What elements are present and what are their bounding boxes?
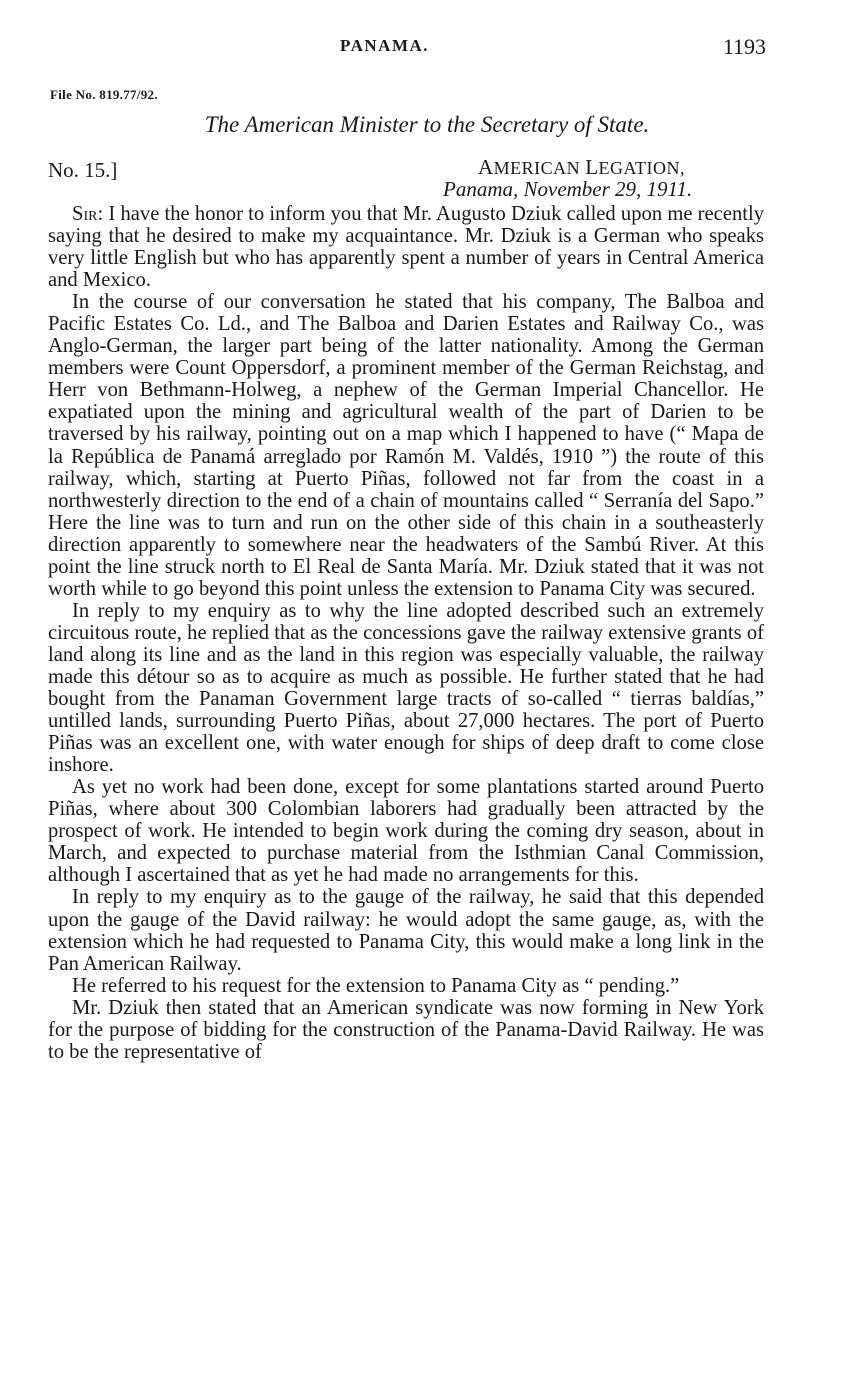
legation-initial-l: L: [585, 155, 599, 179]
page-number: 1193: [722, 34, 766, 59]
place-date: Panama, November 29, 1911.: [443, 177, 693, 201]
paragraph-4: As yet no work had been done, except for some plantations started around Puerto Piñas, where about 300 Colombian laborers had gradually been attracted by the prospect of work. He intended to begin work during the coming dry season, about in March, and expected to purchase material from the Isthmian Canal Commission, although I ascertained that as yet he had made no arrangements for this.: [48, 776, 764, 887]
paragraph-1-text: : I have the honor to inform you that Mr. Augusto Dziuk called upon me recently saying that he desired to make my acquaintance. Mr. Dziuk is a German who speaks very little English but who has apparently spent a number of years in Central America and Mexico.: [48, 203, 764, 292]
paragraph-7: Mr. Dziuk then stated that an American syndicate was now forming in New York for the purpose of bidding for the construction of the Panama-David Railway. He was to be the representative of: [48, 996, 764, 1063]
paragraph-1: [48, 203, 764, 291]
paragraph-5: In reply to my enquiry as to the gauge of the railway, he said that this depended upon the gauge of the David railway: he would adopt the same gauge, as, with the extension which he had requested to Panama City, this would make a long link in the Pan American Railway.: [48, 886, 764, 975]
letter-body: [48, 203, 764, 1063]
salutation: Sir: [72, 203, 98, 225]
paragraph-6: He referred to his request for the extension to Panama City as “ pending.”: [72, 974, 680, 997]
running-title: PANAMA.: [340, 36, 430, 55]
document-heading: The American Minister to the Secretary of State.: [204, 112, 650, 137]
paragraph-3: In reply to my enquiry as to why the line adopted described such an extremely circuitous route, he replied that as the concessions gave the railway extensive grants of land along its line and as the land in this region was especially valuable, the railway made this détour so as to acquire as much as possible. He further stated that he had bought from the Panaman Government large tracts of so-called “ tierras baldías,” untilled lands, surrounding Puerto Piñas, about 27,000 hectares. The port of Puerto Piñas was an excellent one, with water enough for ships of deep draft to come close inshore.: [48, 599, 764, 777]
paragraph-2: In the course of our conversation he stated that his company, The Balboa and Pacific Estates Co. Ld., and The Balboa and Darien Estates and Railway Co., was Anglo-German, the larger part being of the latter nationality. Among the German members were Count Oppersdorf, a prominent member of the German Reichstag, and Herr von Bethmann-Holweg, a nephew of the German Imperial Chancellor. He expatiated upon the mining and agricultural wealth of the part of Darien to be traversed by his railway, pointing out on a map which I happened to have (“ Mapa de la República de Panamá arreglado por Ramón M. Valdés, 1910 ”) the route of this railway, which, starting at Puerto Piñas, followed not far from the coast in a northwesterly direction to the end of a chain of mountains called “ Serranía del Sapo.” Here the line was to turn and run on the other side of this chain in a southeasterly direction apparently to somewhere near the headwaters of the Sambú River. At this point the line struck north to El Real de Santa María. Mr. Dziuk stated that it was not worth while to go beyond this point unless the extension to Panama City was secured.: [48, 291, 764, 600]
legation-initial-a: A: [478, 155, 494, 179]
running-head: [0, 34, 854, 62]
dispatch-number: No. 15.]: [48, 158, 118, 182]
legation-word-legation: EGATION,: [598, 158, 686, 178]
legation-word-american: MERICAN: [493, 158, 586, 178]
file-number: File No. 819.77/92.: [50, 87, 158, 102]
